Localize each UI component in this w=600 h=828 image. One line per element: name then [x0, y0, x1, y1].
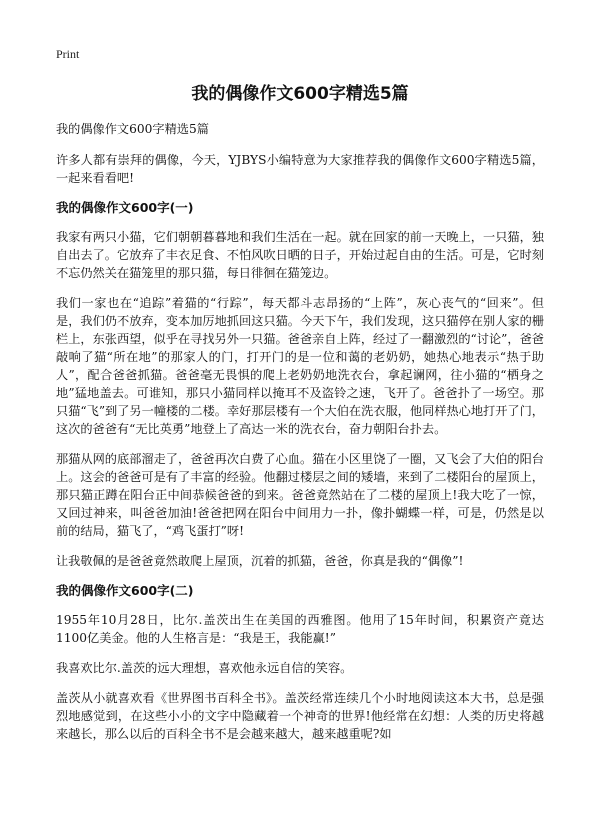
document-subtitle: 我的偶像作文600字精选5篇	[56, 122, 209, 136]
paragraph: 让我敬佩的是爸爸竟然敢爬上屋顶，沉着的抓猫，爸爸，你真是我的“偶像”!	[56, 554, 464, 568]
paragraph: 我喜欢比尔.盖茨的远大理想，喜欢他永远自信的笑容。	[56, 661, 353, 675]
paragraph: 盖茨从小就喜欢看《世界图书百科全书》。盖茨经常连续几个小时地阅读这本大书，总是强烈地感觉到，在这些小小的文字中隐藏着一个神奇的世界!他经常在幻想：人类的历史将越来越长，那么以后的百科全书不是会越来越大，越来越重呢?如	[56, 691, 544, 741]
section-heading: 我的偶像作文600字(一)	[56, 200, 194, 215]
paragraph: 我们一家也在“追踪”着猫的“行踪”，每天都斗志昂扬的“上阵”，灰心丧气的“回来”。但是，我们仍不放弃，变本加厉地抓回这只猫。今天下午，我们发现，这只猫停在别人家的栅栏上，东张西望，似乎在寻找另外一只猫。爸爸亲自上阵，经过了一翻激烈的“讨论”，爸爸敲响了猫“所在地”的那家人的门，打开门的是一位和蔼的老奶奶，她热心地表示“热于助人”，配合爸爸抓猫。爸爸毫无畏惧的爬上老奶奶地洗衣台，拿起谰网，往小猫的“栖身之地”猛地盖去。可谁知，那只小猫同样以掩耳不及盗铃之速，飞开了。爸爸扑了一场空。那只猫“飞”到了另一幢楼的二楼。幸好那层楼有一个大伯在洗衣服，他同样热心地打开了门，这次的爸爸有“无比英勇”地登上了高达一米的洗衣台，奋力朝阳台扑去。	[56, 296, 544, 436]
paragraph: 我家有两只小猫，它们朝朝暮暮地和我们生活在一起。就在回家的前一天晚上，一只猫，独自出去了。它放弃了丰衣足食、不怕风吹日晒的日子，开始过起自由的生活。可是，它时刻不忘仍然关在猫笼里的那只猫，每日徘徊在猫笼边。	[56, 230, 544, 280]
document-body	[56, 120, 544, 743]
paragraph: 那猫从网的底部溜走了，爸爸再次白费了心血。猫在小区里饶了一圈，又飞会了大伯的阳台上。这会的爸爸可是有了丰富的经验。他翻过楼层之间的矮墙，来到了二楼阳台的屋顶上，那只猫正蹲在阳台正中间恭候爸爸的到来。爸爸竟然站在了二楼的屋顶上!我大吃了一惊，又回过神来，叫爸爸加油!爸爸把网在阳台中间用力一扑，像扑蝴蝶一样，可是，仍然是以前的结局，猫飞了，“鸡飞蛋打”呀!	[56, 452, 544, 538]
section-heading: 我的偶像作文600字(二)	[56, 583, 194, 598]
document-title: 我的偶像作文600字精选5篇	[191, 84, 409, 104]
paragraph: 1955年10月28日，比尔.盖茨出生在美国的西雅图。他用了15年时间，积累资产竟达1100亿美金。他的人生格言是：“我是王，我能赢!”	[56, 613, 544, 645]
print-label: Print	[56, 47, 80, 61]
intro-paragraph: 许多人都有崇拜的偶像，今天，YJBYS小编特意为大家推荐我的偶像作文600字精选5篇，一起来看看吧!	[56, 153, 544, 185]
